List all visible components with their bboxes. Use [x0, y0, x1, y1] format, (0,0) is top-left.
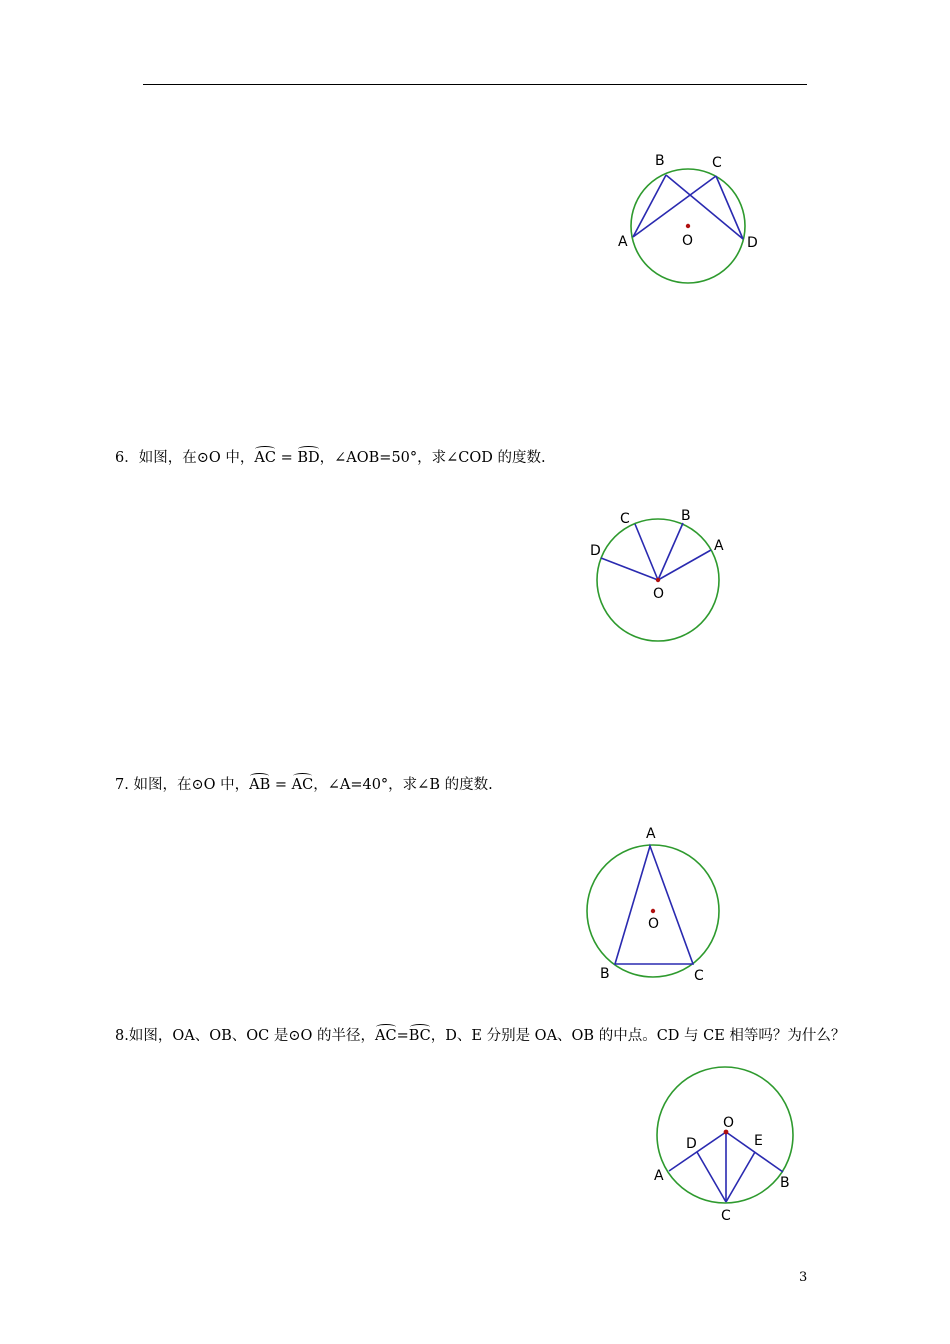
- label-c: C: [620, 511, 630, 527]
- segment-cd: [697, 1152, 726, 1202]
- question-text: 如图，在⊙O 中，: [128, 777, 250, 793]
- label-a: A: [714, 538, 724, 554]
- arc-ab: AB: [249, 777, 271, 793]
- center-point: [686, 224, 690, 228]
- question-text-end: ，∠A=40°，求∠B 的度数.: [313, 777, 493, 793]
- equals: =: [270, 777, 292, 793]
- equals: =: [275, 450, 298, 466]
- label-o: O: [723, 1115, 735, 1131]
- label-a: A: [618, 234, 628, 250]
- question-number: 6: [115, 450, 125, 466]
- segment-ce: [726, 1152, 755, 1202]
- segment-oa: [658, 550, 711, 580]
- arc-bc: BC: [408, 1028, 431, 1044]
- label-c: C: [694, 968, 704, 984]
- label-b: B: [681, 508, 691, 524]
- arc-bd: BD: [297, 450, 320, 466]
- question-6: [115, 449, 546, 467]
- equals: =: [396, 1028, 409, 1044]
- label-o: O: [682, 233, 694, 249]
- label-b: B: [655, 153, 665, 169]
- question-text-end: ，D、E 分别是 OA、OB 的中点。CD 与 CE 相等吗？为什么？: [430, 1028, 846, 1044]
- header-rule: [143, 84, 807, 85]
- label-o: O: [653, 586, 665, 602]
- circle: [657, 1067, 793, 1203]
- label-e: E: [754, 1133, 763, 1149]
- arc-ac: AC: [291, 777, 314, 793]
- arc-ac: AC: [254, 450, 276, 466]
- segment-oa: [669, 1132, 726, 1171]
- arc-ac: AC: [374, 1028, 397, 1044]
- label-a: A: [654, 1168, 664, 1184]
- question-8: [115, 1027, 845, 1045]
- triangle-abc: [615, 846, 693, 964]
- label-d: D: [686, 1136, 697, 1152]
- label-d: D: [590, 543, 601, 559]
- segment-od: [601, 558, 658, 580]
- question-number: 8.: [115, 1028, 129, 1044]
- page-number: 3: [799, 1270, 808, 1285]
- figure-circle-abcd: [600, 140, 770, 290]
- center-point: [656, 578, 660, 582]
- label-b: B: [780, 1175, 790, 1191]
- question-text: 如图，OA、OB、OC 是⊙O 的半径，: [128, 1028, 375, 1044]
- question-7: [115, 776, 493, 794]
- figure-q8: [640, 1050, 810, 1225]
- question-text: ．如图，在⊙O 中，: [124, 450, 255, 466]
- question-number: 7.: [115, 777, 129, 793]
- question-text-end: ，∠AOB=50°，求∠COD 的度数.: [319, 450, 546, 466]
- label-c: C: [712, 155, 722, 171]
- label-b: B: [600, 966, 610, 982]
- label-c: C: [721, 1208, 731, 1224]
- label-o: O: [648, 916, 660, 932]
- label-d: D: [747, 235, 758, 251]
- figure-q7: [580, 820, 740, 990]
- segment-ob: [658, 523, 683, 580]
- figure-q6: [580, 505, 740, 650]
- segment-cd: [716, 176, 743, 239]
- center-point: [651, 909, 655, 913]
- label-a: A: [646, 826, 656, 842]
